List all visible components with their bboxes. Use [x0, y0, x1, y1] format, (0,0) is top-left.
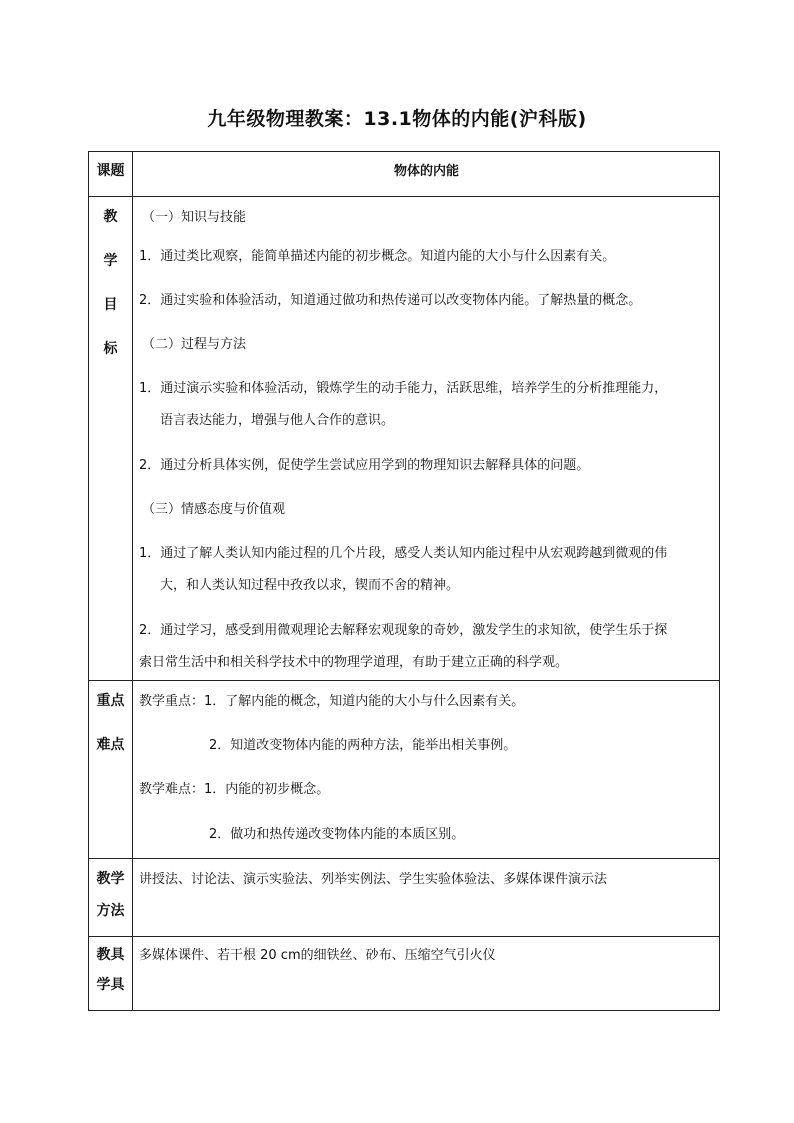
objectives-label-char: 教 [103, 209, 118, 225]
table-divider [132, 151, 133, 1011]
objectives-label-char: 目 [103, 297, 118, 313]
objectives-label-char: 标 [103, 341, 118, 357]
table-rule [88, 196, 720, 197]
objective-heading: （三）情感态度与价值观 [142, 502, 286, 517]
objective-line: 索日常生活中和相关科学技术中的物理学道理，有助于建立正确的科学观。 [139, 655, 569, 670]
objective-line: 1．通过类比观察，能简单描述内能的初步概念。知道内能的大小与什么因素有关。 [139, 249, 616, 264]
keypoint-line: 2．知道改变物体内能的两种方法，能举出相关事例。 [209, 738, 517, 753]
methods-text: 讲授法、讨论法、演示实验法、列举实例法、学生实验体验法、多媒体课件演示法 [139, 872, 608, 887]
keypoint-line: 教学重点：1．了解内能的概念，知道内能的大小与什么因素有关。 [139, 694, 525, 709]
tools-label: 教具 [96, 947, 125, 963]
objective-line: 1．通过演示实验和体验活动，锻炼学生的动手能力，活跃思维，培养学生的分析推理能力， [139, 381, 668, 396]
keypoint-line: 2．做功和热传递改变物体内能的本质区别。 [209, 827, 465, 842]
objective-line: 大，和人类认知过程中孜孜以求，锲而不舍的精神。 [160, 578, 460, 593]
page-title: 九年级物理教案：13.1物体的内能(沪科版) [207, 108, 587, 130]
table-rule [88, 858, 720, 859]
objective-line: 2．通过分析具体实例，促使学生尝试应用学到的物理知识去解释具体的问题。 [139, 458, 590, 473]
objective-line: 2．通过学习，感受到用微观理论去解释宏观现象的奇妙，激发学生的求知欲，使学生乐于探 [139, 623, 668, 638]
tools-label: 学具 [96, 977, 125, 993]
topic-label: 课题 [96, 163, 125, 179]
keypoints-label: 重点 [96, 693, 125, 709]
objectives-label-char: 学 [103, 253, 118, 269]
objective-line: 1．通过了解人类认知内能过程的几个片段，感受人类认知内能过程中从宏观跨越到微观的伟 [139, 546, 668, 561]
keypoints-label: 难点 [96, 737, 125, 753]
methods-label: 教学 [96, 871, 125, 887]
objective-heading: （二）过程与方法 [142, 337, 247, 352]
topic-value: 物体的内能 [393, 164, 459, 179]
keypoint-line: 教学难点：1．内能的初步概念。 [139, 782, 330, 797]
tools-text: 多媒体课件、若干根 20 cm的细铁丝、砂布、压缩空气引火仪 [139, 948, 496, 963]
table-rule [88, 680, 720, 681]
methods-label: 方法 [96, 903, 125, 919]
objective-line: 2．通过实验和体验活动，知道通过做功和热传递可以改变物体内能。了解热量的概念。 [139, 293, 642, 308]
objective-heading: （一）知识与技能 [142, 210, 247, 225]
objective-line: 语言表达能力，增强与他人合作的意识。 [160, 413, 395, 428]
table-rule [88, 936, 720, 937]
